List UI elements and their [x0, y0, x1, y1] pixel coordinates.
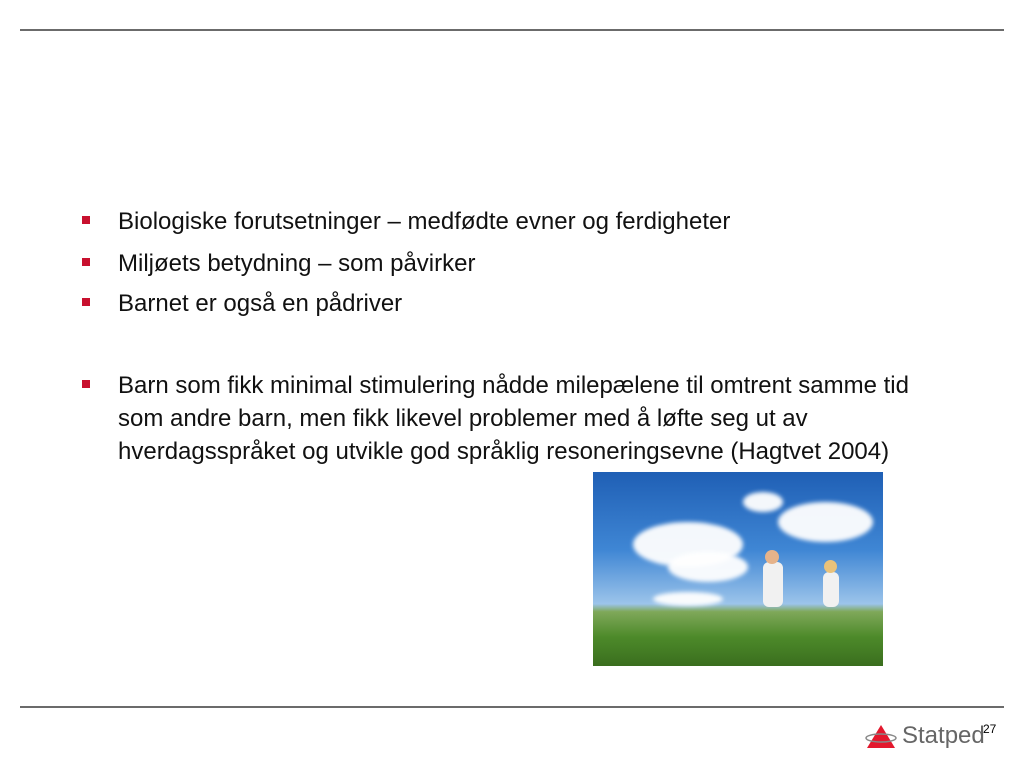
statped-logo [864, 722, 985, 750]
bullet-item [118, 205, 938, 238]
bullet-icon [82, 298, 90, 306]
page-number: 27 [983, 722, 997, 736]
bottom-rule [20, 706, 1004, 708]
bullet-icon [82, 380, 90, 388]
top-rule [20, 29, 1004, 31]
bullet-text: Barnet er også en pådriver [118, 290, 403, 317]
bullet-item [118, 247, 938, 280]
bullet-icon [82, 258, 90, 266]
statped-triangle-icon [864, 723, 898, 749]
bullet-text: Miljøets betydning – som påvirker [118, 250, 476, 277]
children-running-photo [593, 472, 883, 666]
bullet-icon [82, 216, 90, 224]
bullet-text: Biologiske forutsetninger – medfødte evner og ferdigheter [118, 208, 731, 235]
bullet-text: Barn som fikk minimal stimulering nådde milepælene til omtrent samme tid som andre barn, men fikk likevel problemer med å løfte seg ut av hverdagsspråket og utvikle god språklig resoneringsevne (Hagtvet 2004) [118, 372, 909, 465]
bullet-item [118, 369, 928, 468]
logo-text: Statped [902, 722, 985, 749]
bullet-item [118, 287, 938, 320]
